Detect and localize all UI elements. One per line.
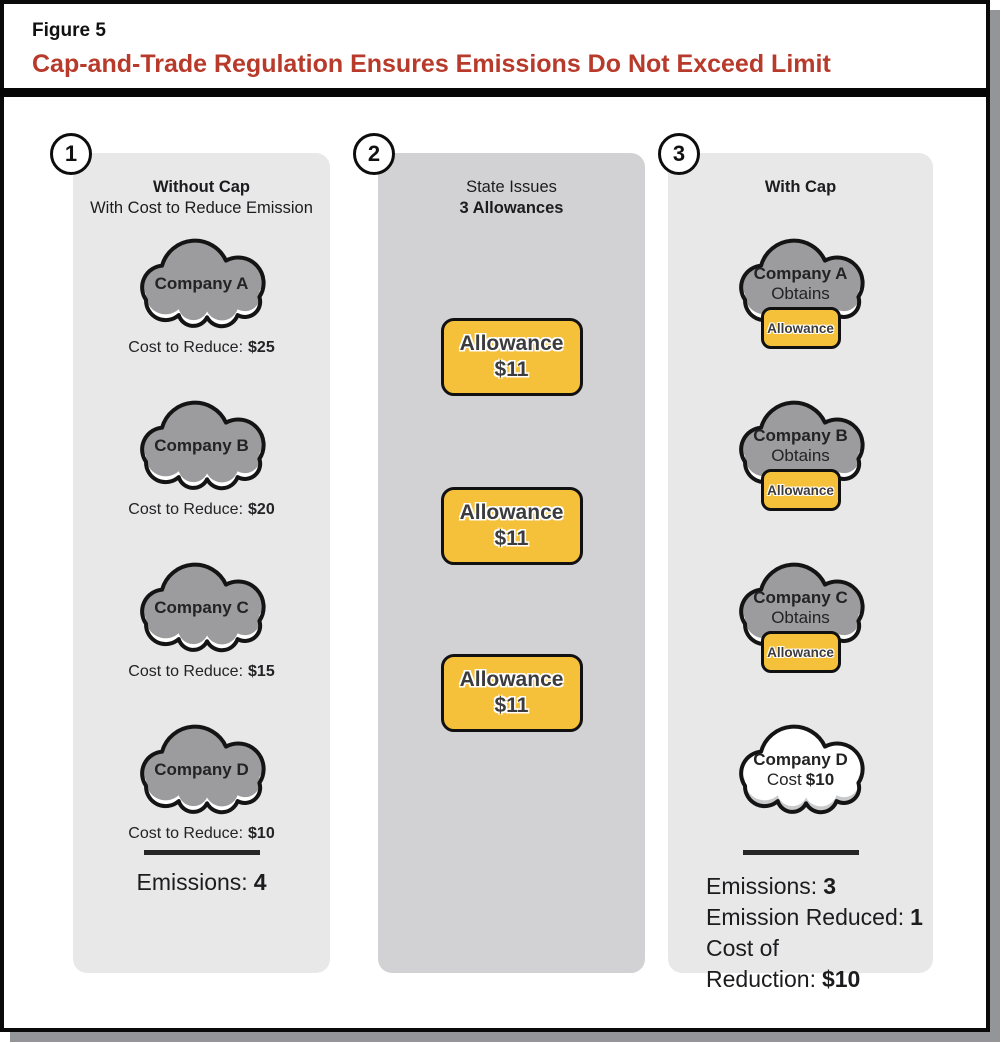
allowance-box-label: Allowance [459,501,564,524]
panel-3-heading [668,177,933,198]
panel-1-summary [73,869,330,896]
allowance-box-label: Allowance [459,668,564,691]
panel-3-summary [706,871,933,995]
company-cost-label: Cost [766,769,802,789]
allowance-chip [761,469,841,511]
allowance-box-price: $11 [494,358,529,381]
allowance-chip-label: Allowance [767,482,834,498]
cloud-company-a [122,225,282,334]
allowance-box-label: Allowance [459,332,564,355]
company-name: Company C [753,587,848,607]
panel-state-issues [378,153,645,973]
figure-title: Cap-and-Trade Regulation Ensures Emissions Do Not Exceed Limit [32,50,831,78]
allowance-box-1 [441,318,583,396]
summary-line-cost [706,933,933,995]
figure-label: Figure 5 [32,20,106,41]
summary-label: Cost of Reduction: [706,935,816,992]
step-number-3-text: 3 [672,141,686,166]
company-cost-value: $10 [805,769,835,789]
cost-caption-label: Cost to Reduce: [128,501,244,518]
panel-1-heading-sub: With Cost to Reduce Emission [90,199,313,217]
summary-value: 4 [253,869,267,895]
cloud-company-d [122,711,282,820]
summary-value: 1 [910,904,923,930]
step-number-2 [353,133,395,175]
company-sub: Obtains [771,283,830,303]
cloud-label [122,225,282,334]
cost-caption-value: $15 [248,663,275,680]
allowance-chip [761,631,841,673]
company-c-block [73,549,330,681]
cloud-label [122,711,282,820]
cloud-label [122,387,282,496]
allowance-box-price: $11 [494,527,529,550]
summary-divider [743,850,859,855]
cost-caption-label: Cost to Reduce: [128,825,244,842]
step-number-2-text: 2 [367,141,381,166]
cost-caption-value: $25 [248,339,275,356]
company-name: Company A [154,273,249,293]
company-name: Company C [154,597,249,617]
panel-without-cap [73,153,330,973]
step-number-1 [50,133,92,175]
company-name: Company B [753,425,848,445]
cost-caption [73,339,330,357]
allowance-chip-label: Allowance [767,320,834,336]
allowance-chip-label: Allowance [767,644,834,660]
cloud-company-a [721,225,881,334]
panel-1-heading-bold: Without Cap [153,178,250,196]
cloud-company-d-white [721,711,881,820]
cost-caption [73,663,330,681]
summary-line-reduced [706,902,933,933]
company-sub: Obtains [771,445,830,465]
summary-value: 3 [823,873,836,899]
panel-1-heading [73,177,330,219]
summary-label: Emission Reduced: [706,904,905,930]
company-d-block [73,711,330,843]
title-divider-bar [0,88,990,97]
summary-divider [144,850,260,855]
cost-caption [73,501,330,519]
company-name: Company B [154,435,249,455]
panel-2-heading [378,177,645,219]
company-name: Company D [753,749,848,769]
summary-label: Emissions: [706,873,818,899]
cloud-company-c [122,549,282,658]
company-a-obtains-block [668,225,933,334]
allowance-box-2 [441,487,583,565]
cost-caption [73,825,330,843]
company-a-block [73,225,330,357]
allowance-box-3 [441,654,583,732]
cloud-company-c [721,549,881,658]
allowance-chip [761,307,841,349]
summary-label: Emissions: [136,869,248,895]
cloud-label [721,711,881,820]
cloud-company-b [122,387,282,496]
panel-2-heading-sub: State Issues [466,178,557,196]
panel-2-heading-bold: 3 Allowances [459,199,564,217]
cost-caption-label: Cost to Reduce: [128,663,244,680]
company-sub: Obtains [771,607,830,627]
cloud-label [122,549,282,658]
allowance-box-price: $11 [494,694,529,717]
step-number-3 [658,133,700,175]
summary-line-emissions [706,871,933,902]
panel-with-cap [668,153,933,992]
summary-value: $10 [821,966,861,992]
panel-3-heading-bold: With Cap [764,178,837,196]
cost-caption-value: $10 [248,825,275,842]
company-cost [767,770,834,790]
company-c-obtains-block [668,549,933,658]
company-b-obtains-block [668,387,933,496]
company-name: Company A [753,263,848,283]
cost-caption-label: Cost to Reduce: [128,339,244,356]
company-b-block [73,387,330,519]
step-number-1-text: 1 [64,141,78,166]
company-d-reduces-block [668,711,933,820]
cost-caption-value: $20 [248,501,275,518]
company-name: Company D [154,759,249,779]
cloud-company-b [721,387,881,496]
